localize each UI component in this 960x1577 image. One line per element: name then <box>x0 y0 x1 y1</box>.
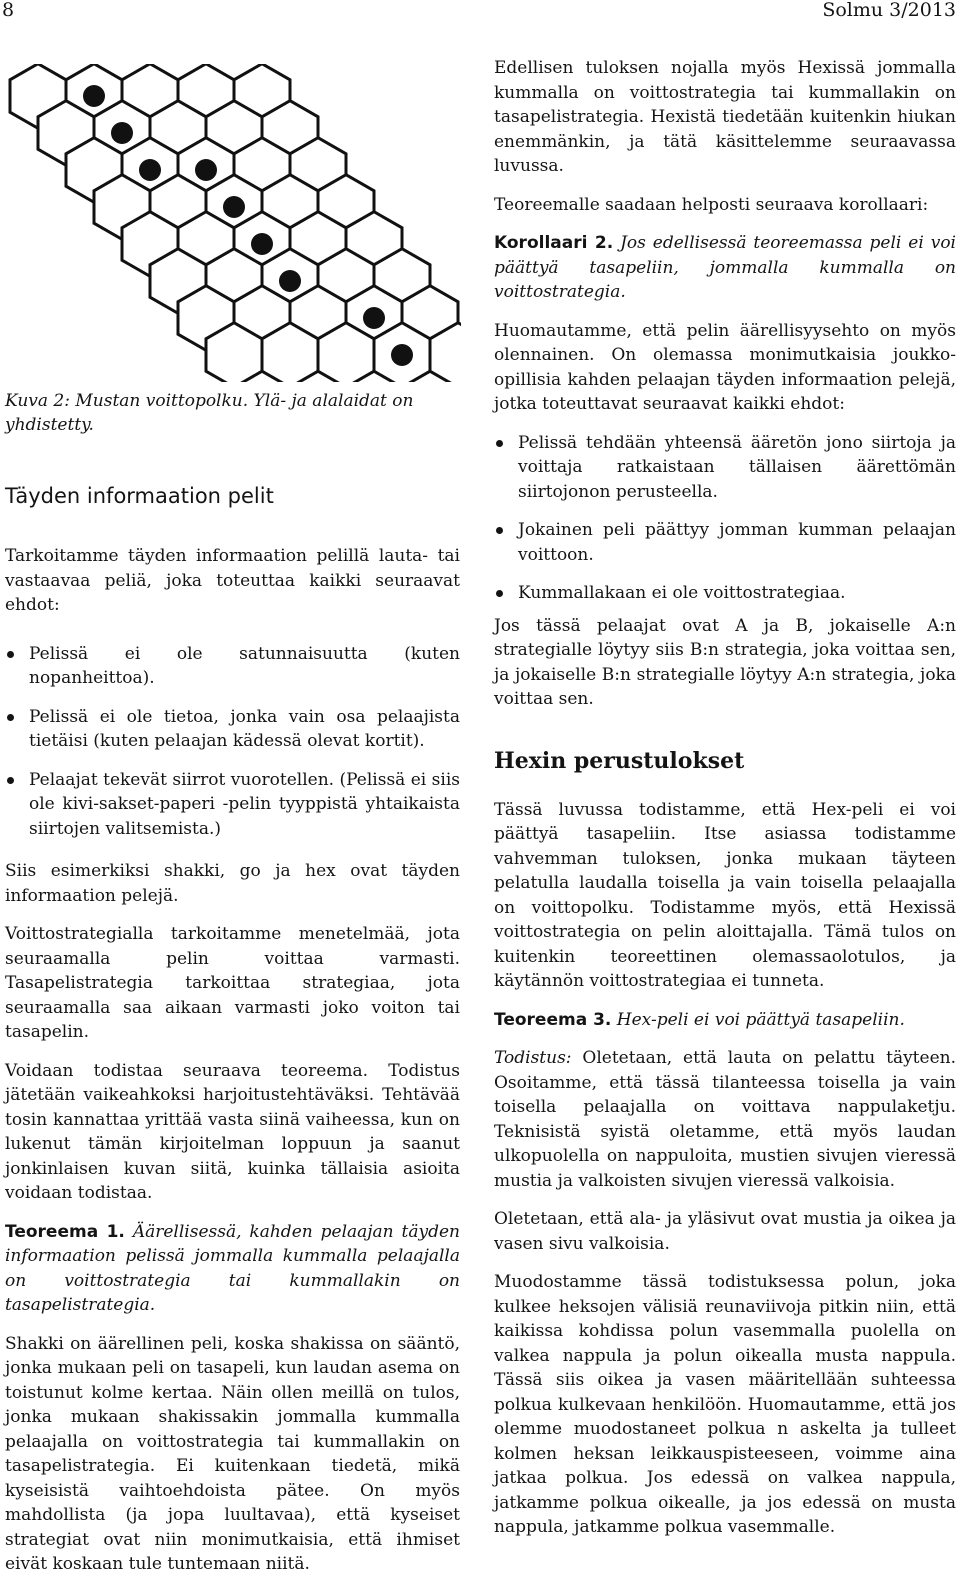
black-stone <box>195 159 217 181</box>
corollary-2 <box>494 231 956 305</box>
left-paragraph-examples: Siis esimerkiksi shakki, go ja hex ovat täyden informaation pelejä. <box>5 861 460 906</box>
journal-title: Solmu 3/2013 <box>822 0 956 21</box>
theorem-1-label: Teoreema 1. <box>5 1221 125 1242</box>
black-stone <box>139 159 161 181</box>
theorem-3-text: Hex-peli ei voi päättyä tasapeliin. <box>616 1009 905 1030</box>
page-header <box>0 0 960 24</box>
bullet-dot-icon <box>496 527 503 534</box>
bullet-dot-icon <box>496 590 503 597</box>
left-paragraph-strategy: Voittostrategialla tarkoitamme menetelmää, jota seuraamalla pelin voittaa varmasti. Tasapelistrategia tarkoittaa strategiaa, jota seuraamalla saa aikaan varmasti joko voiton tai tasapelin. <box>5 924 460 1042</box>
bullet-dot-icon <box>496 440 503 447</box>
list-item: Kummallakaan ei ole voittostrategiaa. <box>494 581 956 606</box>
bullet-dot-icon <box>7 651 14 658</box>
right-column-body <box>494 56 956 1540</box>
corollary-2-label: Korollaari 2. <box>494 233 614 253</box>
right-paragraph-ab-strategies: Jos tässä pelaajat ovat A ja B, jokaiselle A:n strategialle löytyy siis B:n strategia, joka voittaa sen, ja jokaiselle B:n strategialle löytyy A:n strategia, joka voittaa sen. <box>494 615 956 709</box>
list-item: Pelaajat tekevät siirrot vuorotellen. (Pelissä ei siis ole kivi-sakset-paperi -pelin tyyppistä yhtaikaista siirtojen valitsemista.) <box>5 768 460 842</box>
black-stone <box>391 344 413 366</box>
left-paragraph-chess: Shakki on äärellinen peli, koska shakissa on sääntö, jonka mukaan peli on tasapeli, kun laudan asema on toistunut kolme kertaa. Näin ollen meillä on tulos, jonka mukaan shakissakin jommalla kummalla pelaajalla on voittostrategia tai kummallakin on tasapelistrategia. Ei kuitenkaan tiedetä, mikä kyseisistä vaihtoehdoista pätee. On myös mahdollista (ja jopa luultavaa), että kyseiset strategiat ovat niin monimutkaisia, että ihmiset eivät koskaan tule tuntemaan niitä. <box>5 1333 460 1574</box>
list-item: Pelissä tehdään yhteensä ääretön jono siirtoja ja voittaja ratkaistaan tällaisen äärettömän siirtojonon perusteella. <box>494 431 956 505</box>
black-stone <box>111 122 133 144</box>
left-column-body <box>5 544 460 1577</box>
list-item: Pelissä ei ole tietoa, jonka vain osa pelaajista tietäisi (kuten pelaajan kädessä olevat kortit). <box>5 705 460 754</box>
right-paragraph-sides: Oletetaan, että ala- ja yläsivut ovat mustia ja oikea ja vasen sivu valkoisia. <box>494 1209 956 1254</box>
right-paragraph-hex-intro: Tässä luvussa todistamme, että Hex-peli ei voi päättyä tasapeliin. Itse asiassa todistamme vahvemman tuloksen, jonka mukaan täyteen pelatulla laudalla toisella ja vain toisella pelaajalla on voittopolku. Todistamme myös, että Hexissä voittostrategia on pelin aloittajalla. Tämä tulos on kuitenkin teoreettinen olemassaolotulos, ja käytännön voittostrategiaa ei tunneta. <box>494 799 956 991</box>
right-paragraph-corollary-intro: Teoreemalle saadaan helposti seuraava korollaari: <box>494 194 929 215</box>
theorem-1 <box>5 1220 460 1318</box>
proof-text: Oletetaan, että lauta on pelattu täyteen. Osoitamme, että tässä tilanteessa toisella ja vain toisella pelaajalla on voittava nappulaketju. Teknisistä syistä oletamme, että myös laudan ulkopuolella on nappuloita, mustien sivujen vieressä mustia ja valkoisten sivujen vieressä valkoisia. <box>494 1048 956 1191</box>
left-intro-paragraph: Tarkoitamme täyden informaation pelillä lauta- tai vastaavaa peliä, joka toteuttaa kaikki seuraavat ehdot: <box>5 546 460 615</box>
right-paragraph-hex-strategy: Edellisen tuloksen nojalla myös Hexissä jommalla kummalla on voittostrategia tai kummallakin on tasapelistrategia. Hexistä tiedetään kuitenkin hiukan enemmänkin, ja tätä käsittelemme seuraavassa luvussa. <box>494 58 956 176</box>
black-stone <box>251 233 273 255</box>
black-stone <box>83 85 105 107</box>
right-paragraph-finiteness: Huomautamme, että pelin äärellisyysehto on myös olennainen. On olemassa monimutkaisia joukko-opillisia kahden pelaajan täyden informaation pelejä, jotka toteuttavat seuraavat kaikki ehdot: <box>494 320 956 414</box>
section-title-full-information: Täyden informaation pelit <box>5 484 274 508</box>
black-stone <box>363 307 385 329</box>
theorem-3 <box>494 1008 956 1033</box>
proof-label: Todistus: <box>494 1048 572 1068</box>
corollary-2-text: Jos edellisessä teoreemassa peli ei voi päättyä tasapeliin, jommalla kummalla on voittostrategia. <box>494 233 956 302</box>
list-item: Jokainen peli päättyy jomman kumman pelaajan voittoon. <box>494 518 956 567</box>
black-stone <box>279 270 301 292</box>
left-section-title-block <box>5 484 467 508</box>
black-stone <box>223 196 245 218</box>
proof-paragraph <box>494 1046 956 1193</box>
right-paragraph-path: Muodostamme tässä todistuksessa polun, joka kulkee heksojen välisiä reunaviivoja pitkin niin, että kaikissa kohdissa polun vasemmalla puolella on valkea nappula ja polun oikealla musta nappula. Tässä siis oikea ja vasen määritellään suhteessa polkua kulkevaan henkilöön. Huomautamme, että jos olemme muodostaneet polkua n askelta ja tulleet kolmen heksan leikkauspisteeseen, voimme aina jatkaa polkua. Jos edessä on valkea nappula, jatkamme polkua oikealle, ja jos edessä on musta nappula, jatkamme polkua vasemmalle. <box>494 1272 956 1537</box>
hex-board-figure <box>6 64 461 382</box>
bullet-dot-icon <box>7 777 14 784</box>
theorem-3-label: Teoreema 3. <box>494 1009 612 1030</box>
theorem-1-text: Äärellisessä, kahden pelaajan täyden informaation pelissä jommalla kummalla pelaajalla on voittostrategia tai kummallakin on tasapelistrategia. <box>5 1221 461 1315</box>
bullet-dot-icon <box>7 714 14 721</box>
left-paragraph-proof-note: Voidaan todistaa seuraava teoreema. Todistus jätetään vaikeahkoksi harjoitustehtäväksi. Tehtävää tosin kannattaa yrittää vasta siinä vaiheessa, kun on lukenut tämän kirjoitelman loppuun ja saanut jonkinlaisen kuvan siitä, kuinka tällaisia asioita voidaan todistaa. <box>5 1060 460 1203</box>
list-item: Pelissä ei ole satunnaisuutta (kuten nopanheittoa). <box>5 642 460 691</box>
page-number: 8 <box>2 0 15 21</box>
figure-caption: Kuva 2: Mustan voittopolku. Ylä- ja alalaidat on yhdistetty. <box>5 391 414 435</box>
section-title-hex-results: Hexin perustulokset <box>494 747 745 774</box>
